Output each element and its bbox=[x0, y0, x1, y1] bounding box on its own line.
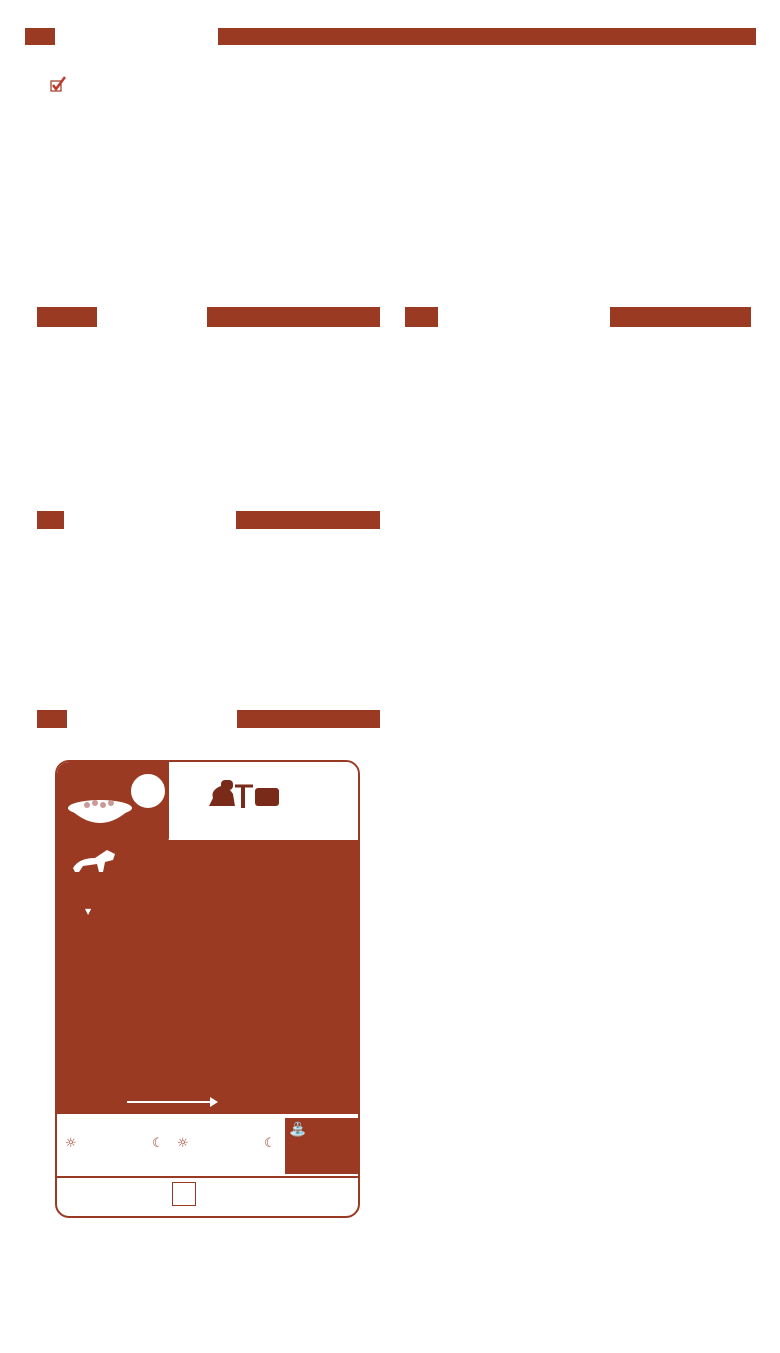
moon-icon-1: ☾ bbox=[152, 1136, 164, 1151]
sun-icon-2: ☼ bbox=[177, 1136, 189, 1151]
arrow-adult bbox=[125, 1094, 220, 1113]
cup-icon bbox=[172, 1182, 196, 1206]
check-icon bbox=[50, 76, 67, 93]
dog-scale-icon bbox=[205, 772, 285, 816]
feeding-chart bbox=[55, 760, 360, 1218]
sun-icon-1: ☼ bbox=[65, 1136, 77, 1151]
faucet-icon: ⛲ bbox=[289, 1122, 307, 1138]
clock-icon bbox=[129, 772, 167, 810]
bowl-icon bbox=[65, 792, 135, 836]
moon-icon-2: ☾ bbox=[264, 1136, 276, 1151]
puppy-icon bbox=[69, 846, 119, 880]
chevron-down-icon: ▼ bbox=[85, 907, 92, 916]
